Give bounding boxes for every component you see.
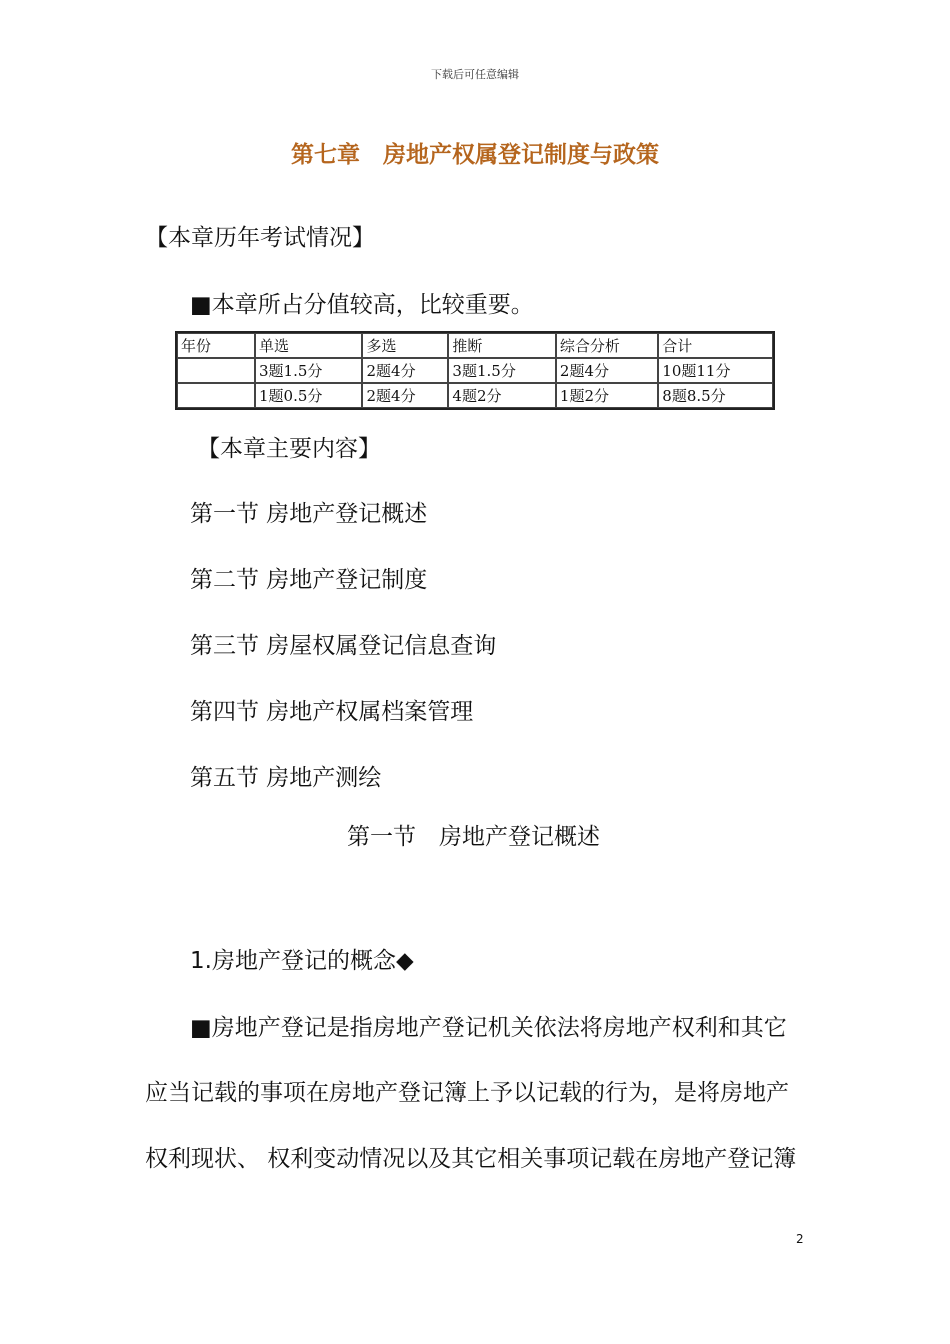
section-title: 第一节 房地产登记概述 xyxy=(347,824,600,850)
toc-item: 第二节 房地产登记制度 xyxy=(190,567,428,593)
paragraph-line: 权利现状、 权利变动情况以及其它相关事项记载在房地产登记簿 xyxy=(145,1146,797,1172)
paragraph-line: 应当记载的事项在房地产登记簿上予以记载的行为，是将房地产 xyxy=(145,1080,789,1106)
table-cell: 8题8.5分 xyxy=(658,383,773,408)
main-content-heading: 【本章主要内容】 xyxy=(197,436,381,462)
table-cell: 10题11分 xyxy=(658,358,773,383)
importance-note: ■本章所占分值较高，比较重要。 xyxy=(190,292,534,318)
table-cell: 2题4分 xyxy=(556,358,658,383)
table-cell: 2题4分 xyxy=(362,358,448,383)
page-number: 2 xyxy=(796,1232,804,1246)
table-header-cell: 单选 xyxy=(255,333,362,358)
exam-heading: 【本章历年考试情况】 xyxy=(145,225,375,251)
table-cell xyxy=(177,358,255,383)
toc-item: 第五节 房地产测绘 xyxy=(190,765,382,791)
toc-item: 第一节 房地产登记概述 xyxy=(190,501,428,527)
table-cell: 1题2分 xyxy=(556,383,658,408)
header-note: 下载后可任意编辑 xyxy=(431,68,519,81)
concept-heading: 1.房地产登记的概念◆ xyxy=(190,948,414,974)
toc-item: 第四节 房地产权属档案管理 xyxy=(190,699,474,725)
paragraph-line: ■房地产登记是指房地产登记机关依法将房地产权利和其它 xyxy=(190,1015,787,1041)
table-cell: 4题2分 xyxy=(448,383,555,408)
chapter-title: 第七章 房地产权属登记制度与政策 xyxy=(291,142,659,168)
toc-item: 第三节 房屋权属登记信息查询 xyxy=(190,633,497,659)
table-header-cell: 多选 xyxy=(362,333,448,358)
table-header-cell: 推断 xyxy=(448,333,555,358)
table-header-row xyxy=(177,333,773,358)
table-header-cell: 综合分析 xyxy=(556,333,658,358)
table-row xyxy=(177,383,773,408)
table-header-cell: 合计 xyxy=(658,333,773,358)
table-header-cell: 年份 xyxy=(177,333,255,358)
table-cell xyxy=(177,383,255,408)
exam-table xyxy=(175,331,775,410)
table-cell: 3题1.5分 xyxy=(448,358,555,383)
table-row xyxy=(177,358,773,383)
table-cell: 3题1.5分 xyxy=(255,358,362,383)
table-cell: 1题0.5分 xyxy=(255,383,362,408)
table-cell: 2题4分 xyxy=(362,383,448,408)
